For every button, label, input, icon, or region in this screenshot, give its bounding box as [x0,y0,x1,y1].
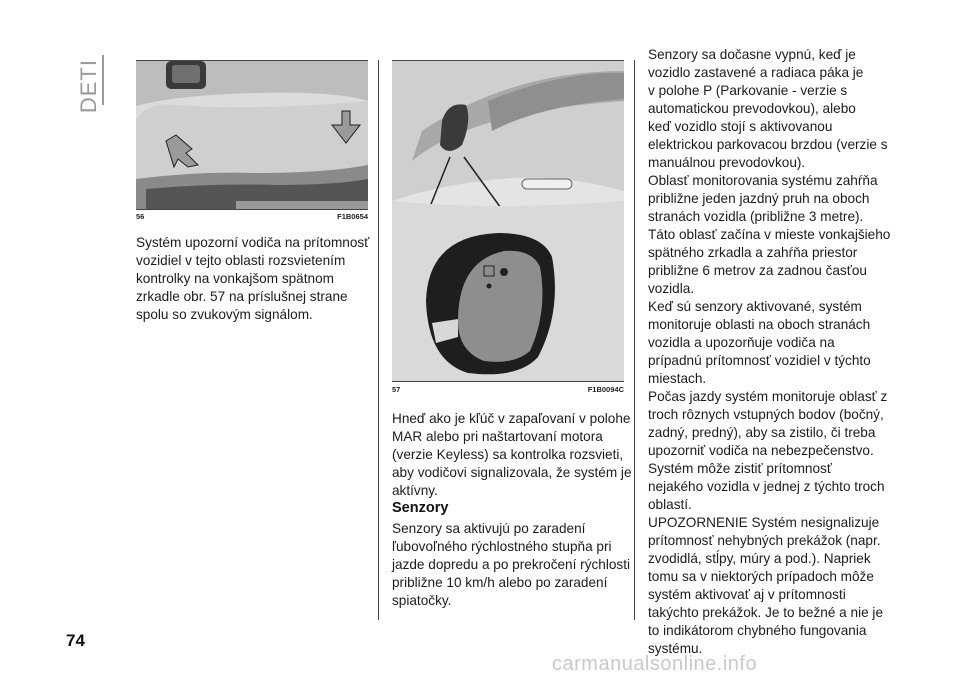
col2-paragraph: Hneď ako je kľúč v zapaľovaní v polohe MAR alebo pri naštartovaní motora (verzie Keyless) sa kontrolka rozsvieti, aby vodičovi signalizovala, že systém je aktívny. [392,411,632,498]
section-heading: Senzory [392,500,449,516]
figure-57-code: F1B0094C [587,385,624,394]
figure-56-image [136,61,368,209]
figure-rule [392,381,624,382]
watermark: carmanualsonline.info [552,653,758,675]
section-tab [74,55,108,114]
col2-paragraph: Senzory sa aktivujú po zaradení ľubovoľného rýchlostného stupňa pri jazde dopredu a po prekročení rýchlosti približne 10 km/h alebo po zaradení spiatočky. [392,521,631,608]
figure-57-number: 57 [392,385,401,394]
column-divider [378,60,379,620]
col3-paragraph: Keď sú senzory aktivované, systém monitoruje oblasti na oboch stranách vozidla a upozorňuje vodiča na prípadnú prítomnosť vozidiel v týchto miestach. [648,299,871,386]
figure-57-image [392,61,624,381]
col3-paragraph: Táto oblasť začína v mieste vonkajšieho spätného zrkadla a zahŕňa priestor približne 6 metrov za zadnou časťou vozidla. [648,227,891,296]
figure-56-number: 56 [136,212,145,221]
col3-paragraph: Počas jazdy systém monitoruje oblasť z troch rôznych vstupných bodov (bočný, zadný, predný), aby sa zistilo, či treba upozorniť vodiča na nebezpečenstvo. [648,389,888,458]
figure-56-code: F1B0654 [337,212,368,221]
column-divider [634,60,635,620]
figure-rule [136,209,368,210]
section-tab-label: DETI [76,59,101,114]
col3-paragraph: Senzory sa dočasne vypnú, keď je vozidlo zastavené a radiaca páka je v polohe P (Parkovanie - verzie s automatickou prevodovkou), alebo keď vozidlo stojí s aktivovanou elektrickou parkovacou brzdou (verzie s manuálnou prevodovkou). [648,47,888,170]
col3-paragraph: Systém môže zistiť prítomnosť nejakého vozidla v jednej z týchto troch oblastí. [648,461,885,512]
col3-paragraph: Oblasť monitorovania systému zahŕňa približne jeden jazdný pruh na oboch stranách vozidla (približne 3 metre). [648,173,878,224]
page-number: 74 [66,631,85,650]
col3-paragraph: UPOZORNENIE Systém nesignalizuje prítomnosť nehybných prekážok (napr. zvodidlá, stĺpy, múry a pod.). Napriek tomu sa v niektorých prípadoch môže systém aktivovať aj v prítomnosti takýchto prekážok. Je to bežné a nie je to indikátorom chybného fungovania systému. [648,515,884,656]
section-tab-bar [102,55,104,105]
col1-paragraph: Systém upozorní vodiča na prítomnosť vozidiel v tejto oblasti rozsvietením kontrolky na vonkajšom spätnom zrkadle obr. 57 na príslušnej strane spolu so zvukovým signálom. [136,235,370,322]
